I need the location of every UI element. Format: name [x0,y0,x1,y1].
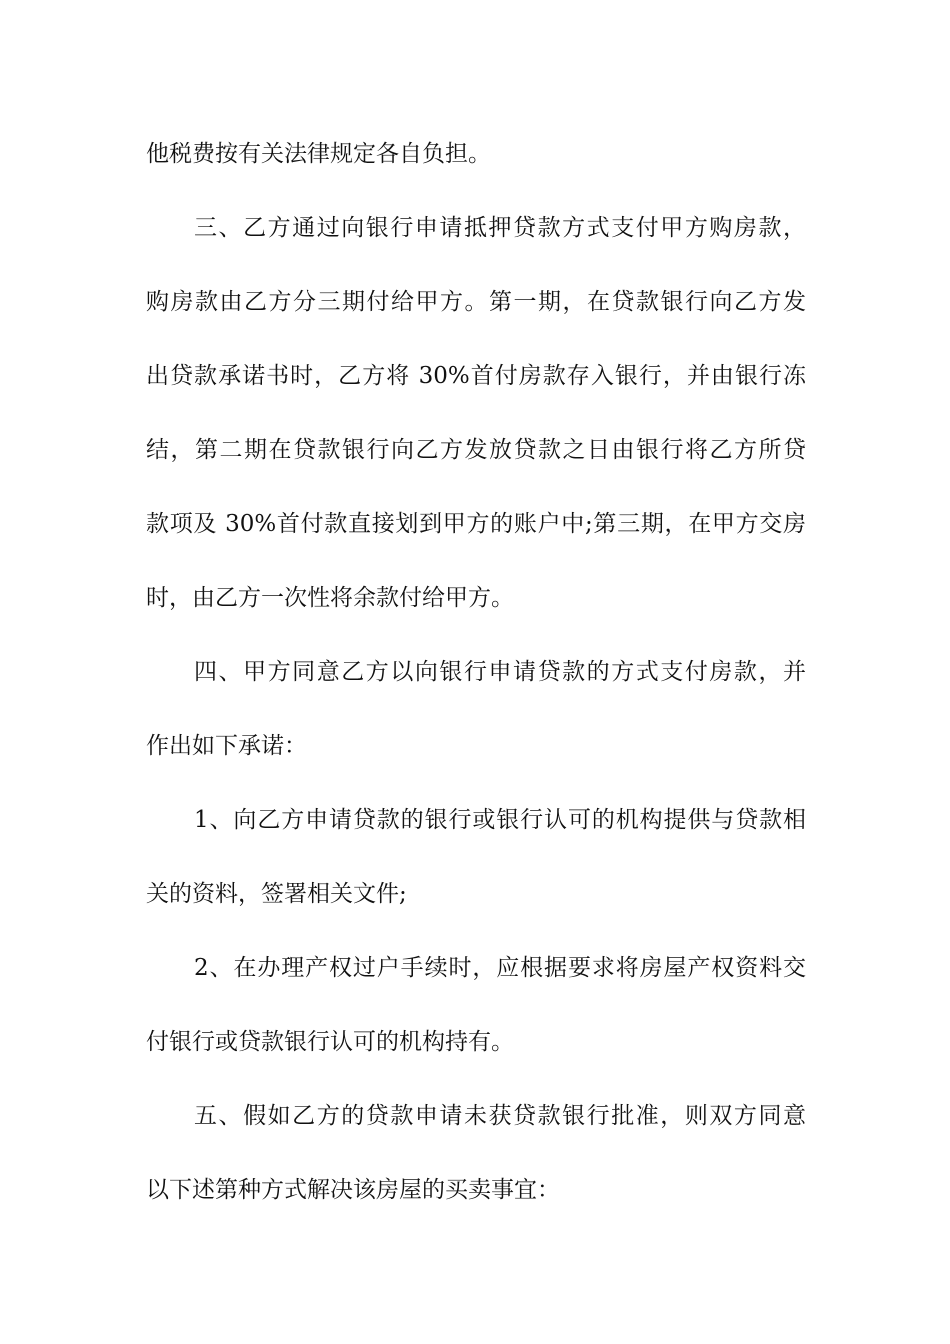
text-line: 四、甲方同意乙方以向银行申请贷款的方式支付房款，并 [194,659,806,685]
text-line: 1、向乙方申请贷款的银行或银行认可的机构提供与贷款相 [194,807,806,833]
text-line: 他税费按有关法律规定各自负担。 [146,141,491,167]
text-line: 购房款由乙方分三期付给甲方。第一期，在贷款银行向乙方发 [146,289,806,315]
text-line: 三、乙方通过向银行申请抵押贷款方式支付甲方购房款， [194,215,806,241]
text-line: 出贷款承诺书时，乙方将 30%首付房款存入银行，并由银行冻 [146,363,806,389]
text-line: 款项及 30%首付款直接划到甲方的账户中;第三期，在甲方交房 [146,511,806,537]
text-line: 2、在办理产权过户手续时，应根据要求将房屋产权资料交 [194,955,806,981]
text-line: 五、假如乙方的贷款申请未获贷款银行批准，则双方同意 [194,1103,806,1129]
text-line: 作出如下承诺： [146,733,307,759]
text-line: 时，由乙方一次性将余款付给甲方。 [146,585,514,611]
text-line: 结，第二期在贷款银行向乙方发放贷款之日由银行将乙方所贷 [146,437,806,463]
text-line: 以下述第种方式解决该房屋的买卖事宜： [146,1177,560,1203]
text-line: 关的资料，签署相关文件; [146,881,407,907]
text-line: 付银行或贷款银行认可的机构持有。 [146,1029,514,1055]
